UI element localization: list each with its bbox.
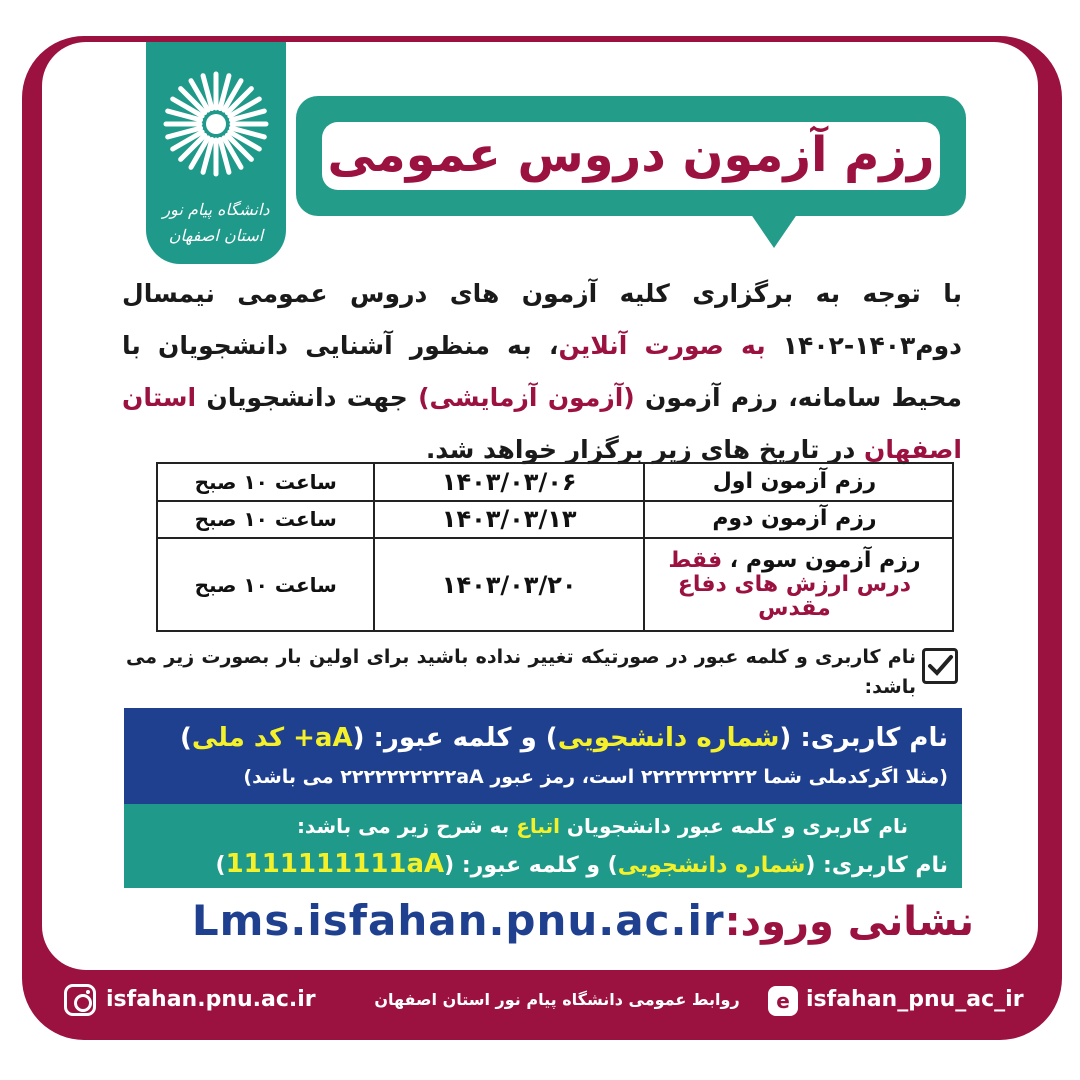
table-row [157,501,953,539]
table-row [157,463,953,501]
logo-text-university: دانشگاه پیام نور [162,200,270,219]
exam-name: رزم آزمون اول [644,463,953,501]
credentials-box [124,708,962,804]
foreign-pass-value: 1111111111aA [225,849,445,879]
foreign-highlight: اتباع [516,814,560,838]
login-address [124,896,974,945]
exam-note-course: درس ارزش های دفاع مقدس [677,571,912,621]
schedule-table [156,462,954,632]
exam-time: ساعت ۱۰ صبح [157,501,374,539]
credentials-pass-value: aA+ کد ملی [191,723,353,753]
sunburst-logo-icon [160,68,272,180]
logo-text-province: استان اصفهان [168,226,264,245]
university-logo [146,42,286,264]
address-label: نشانی ورود: [724,899,974,945]
table-row [157,538,953,631]
exam-time: ساعت ۱۰ صبح [157,463,374,501]
credentials-line: نام کاربری: (شماره دانشجویی) و کلمه عبور: (aA+ کد ملی) [179,723,948,753]
foreign-user-value: شماره دانشجویی [617,853,806,878]
public-relations-text: روابط عمومی دانشگاه پیام نور استان اصفهان [374,990,740,1009]
credentials-example: (مثلا اگرکدملی شما ۲۲۲۲۲۲۲۲۲۲ است، رمز عبور ۲۲۲۲۲۲۲۲۲۲aA می باشد) [243,766,948,788]
intro-highlight-trial: (آزمون آزمایشی) [418,383,635,412]
exam-date: ۱۴۰۳/۰۳/۱۳ [374,501,643,539]
footer [60,978,1030,1026]
address-url[interactable]: Lms.isfahan.pnu.ac.ir [191,896,725,945]
intro-text-2: ، به منظور آشنایی دانشجویان با محیط سامانه، رزم آزمون [122,331,962,412]
exam-time: ساعت ۱۰ صبح [157,538,374,631]
intro-text-4: در تاریخ های زیر برگزار خواهد شد. [425,435,865,464]
intro-text-3: جهت دانشجویان [196,383,419,412]
title-bubble-tail [748,210,800,248]
checkbox-checked-icon [922,648,958,684]
intro-highlight-province: استان اصفهان [122,383,962,464]
intro-text-1: با توجه به برگزاری کلیه آزمون های دروس عمومی نیمسال دوم۱۴۰۳-۱۴۰۲ [122,279,962,360]
intro-highlight-online: به صورت آنلاین [558,331,766,360]
page-title: رزم آزمون دروس عمومی [322,122,940,190]
title-bubble [296,96,966,216]
exam-name: رزم آزمون سوم ، فقط درس ارزش های دفاع مقدس [644,538,953,631]
foreign-credentials-line: نام کاربری: (شماره دانشجویی) و کلمه عبور: (1111111111aA) [215,849,948,879]
eitaa-icon[interactable]: e [768,986,798,1016]
foreign-intro: نام کاربری و کلمه عبور دانشجویان اتباع به شرح زیر می باشد: [296,814,908,838]
foreign-credentials-box [124,804,962,888]
instagram-handle[interactable]: isfahan.pnu.ac.ir [106,987,316,1012]
exam-date: ۱۴۰۳/۰۳/۰۶ [374,463,643,501]
exam-name: رزم آزمون دوم [644,501,953,539]
exam-date: ۱۴۰۳/۰۳/۲۰ [374,538,643,631]
eitaa-handle[interactable]: isfahan_pnu_ac_ir [806,987,1024,1012]
instagram-icon[interactable] [64,984,96,1016]
credentials-user-value: شماره دانشجویی [557,723,780,753]
login-note: نام کاربری و کلمه عبور در صورتیکه تغییر نداده باشید برای اولین بار بصورت زیر می باشد: [126,646,916,698]
intro-paragraph [122,268,962,476]
exam-note: فقط [668,547,723,573]
